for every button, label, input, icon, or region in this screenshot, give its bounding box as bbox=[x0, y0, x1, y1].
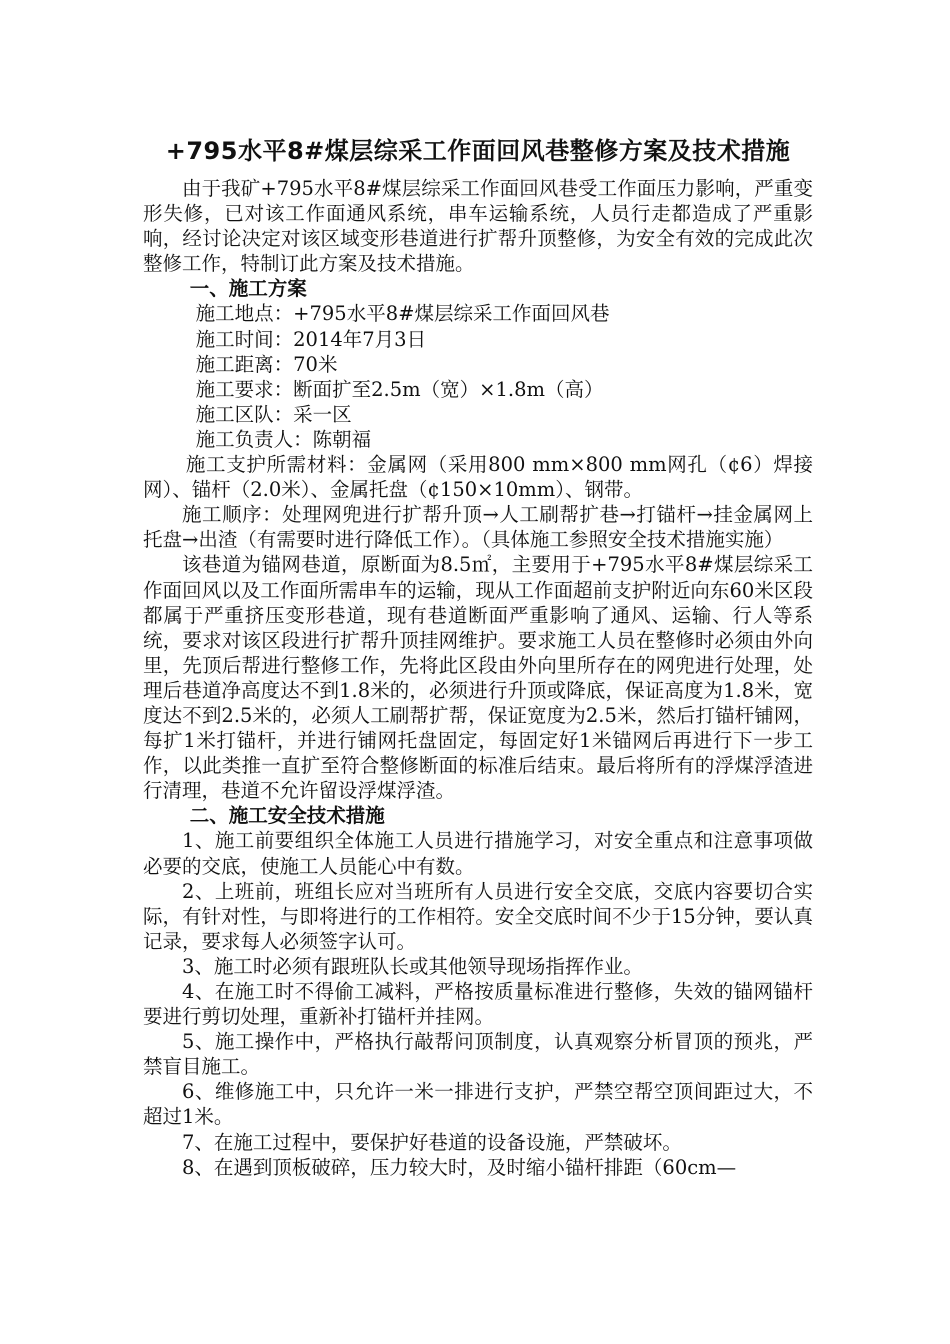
construction-team: 施工区队：采一区 bbox=[195, 402, 352, 426]
construction-time: 施工时间：2014年7月3日 bbox=[195, 327, 427, 351]
construction-location: 施工地点：+795水平8#煤层综采工作面回风巷 bbox=[195, 302, 610, 326]
intro-paragraph: 由于我矿+795水平8#煤层综采工作面回风巷受工作面压力影响，严重变形失修，已对该工作面通风系统，串车运输系统，人员行走都造成了严重影响，经讨论决定对该区域变形巷道进行扩帮升顶整修，为安全有效的完成此次整修工作，特制订此方案及技术措施。 bbox=[143, 177, 813, 276]
safety-item-7: 7、在施工过程中，要保护好巷道的设备设施，严禁破坏。 bbox=[182, 1130, 682, 1154]
construction-requirement: 施工要求：断面扩至2.5m（宽）×1.8m（高） bbox=[195, 377, 604, 401]
construction-distance: 施工距离：70米 bbox=[195, 352, 338, 376]
document-title: +795水平8#煤层综采工作面回风巷整修方案及技术措施 bbox=[165, 137, 791, 165]
section2-heading: 二、施工安全技术措施 bbox=[189, 804, 385, 828]
construction-leader: 施工负责人：陈朝福 bbox=[195, 427, 372, 451]
safety-item-6: 6、维修施工中，只允许一米一排进行支护，严禁空帮空顶间距过大，不超过1米。 bbox=[143, 1080, 813, 1129]
construction-sequence: 施工顺序：处理网兜进行扩帮升顶→人工刷帮扩巷→打锚杆→挂金属网上托盘→出渣（有需要时进行降低工作）。（具体施工参照安全技术措施实施） bbox=[143, 503, 813, 552]
safety-item-4: 4、在施工时不得偷工减料，严格按质量标准进行整修，失效的锚网锚杆要进行剪切处理，重新补打锚杆并挂网。 bbox=[143, 980, 813, 1029]
safety-item-1: 1、施工前要组织全体施工人员进行措施学习，对安全重点和注意事项做必要的交底，使施工人员能心中有数。 bbox=[143, 829, 813, 878]
document-page bbox=[143, 134, 813, 1180]
support-materials: 施工支护所需材料：金属网（采用800 mm×800 mm网孔（¢6）焊接网）、锚杆（2.0米）、金属托盘（¢150×10mm）、钢带。 bbox=[143, 453, 813, 502]
safety-item-2: 2、上班前，班组长应对当班所有人员进行安全交底，交底内容要切合实际，有针对性，与即将进行的工作相符。安全交底时间不少于15分钟，要认真记录，要求每人必须签字认可。 bbox=[143, 879, 813, 953]
safety-item-5: 5、施工操作中，严格执行敲帮问顶制度，认真观察分析冒顶的预兆，严禁盲目施工。 bbox=[143, 1030, 813, 1079]
safety-item-8: 8、在遇到顶板破碎，压力较大时，及时缩小锚杆排距（60cm— bbox=[182, 1155, 737, 1179]
section1-heading: 一、施工方案 bbox=[189, 277, 307, 301]
safety-item-3: 3、施工时必须有跟班队长或其他领导现场指挥作业。 bbox=[182, 954, 643, 978]
roadway-description: 该巷道为锚网巷道，原断面为8.5㎡，主要用于+795水平8#煤层综采工作面回风以及工作面所需串车的运输，现从工作面超前支护附近向东60米区段都属于严重挤压变形巷道，现有巷道断面严重影响了通风、运输、行人等系统，要求对该区段进行扩帮升顶挂网维护。要求施工人员在整修时必须由外向里，先顶后帮进行整修工作，先将此区段由外向里所存在的网兜进行处理，处理后巷道净高度达不到1.8米的，必须进行升顶或降底，保证高度为1.8米，宽度达不到2.5米的，必须人工刷帮扩帮，保证宽度为2.5米，然后打锚杆铺网，每扩1米打锚杆，并进行铺网托盘固定，每固定好1米锚网后再进行下一步工作，以此类推一直扩至符合整修断面的标准后结束。最后将所有的浮煤浮渣进行清理，巷道不允许留设浮煤浮渣。 bbox=[143, 553, 813, 803]
